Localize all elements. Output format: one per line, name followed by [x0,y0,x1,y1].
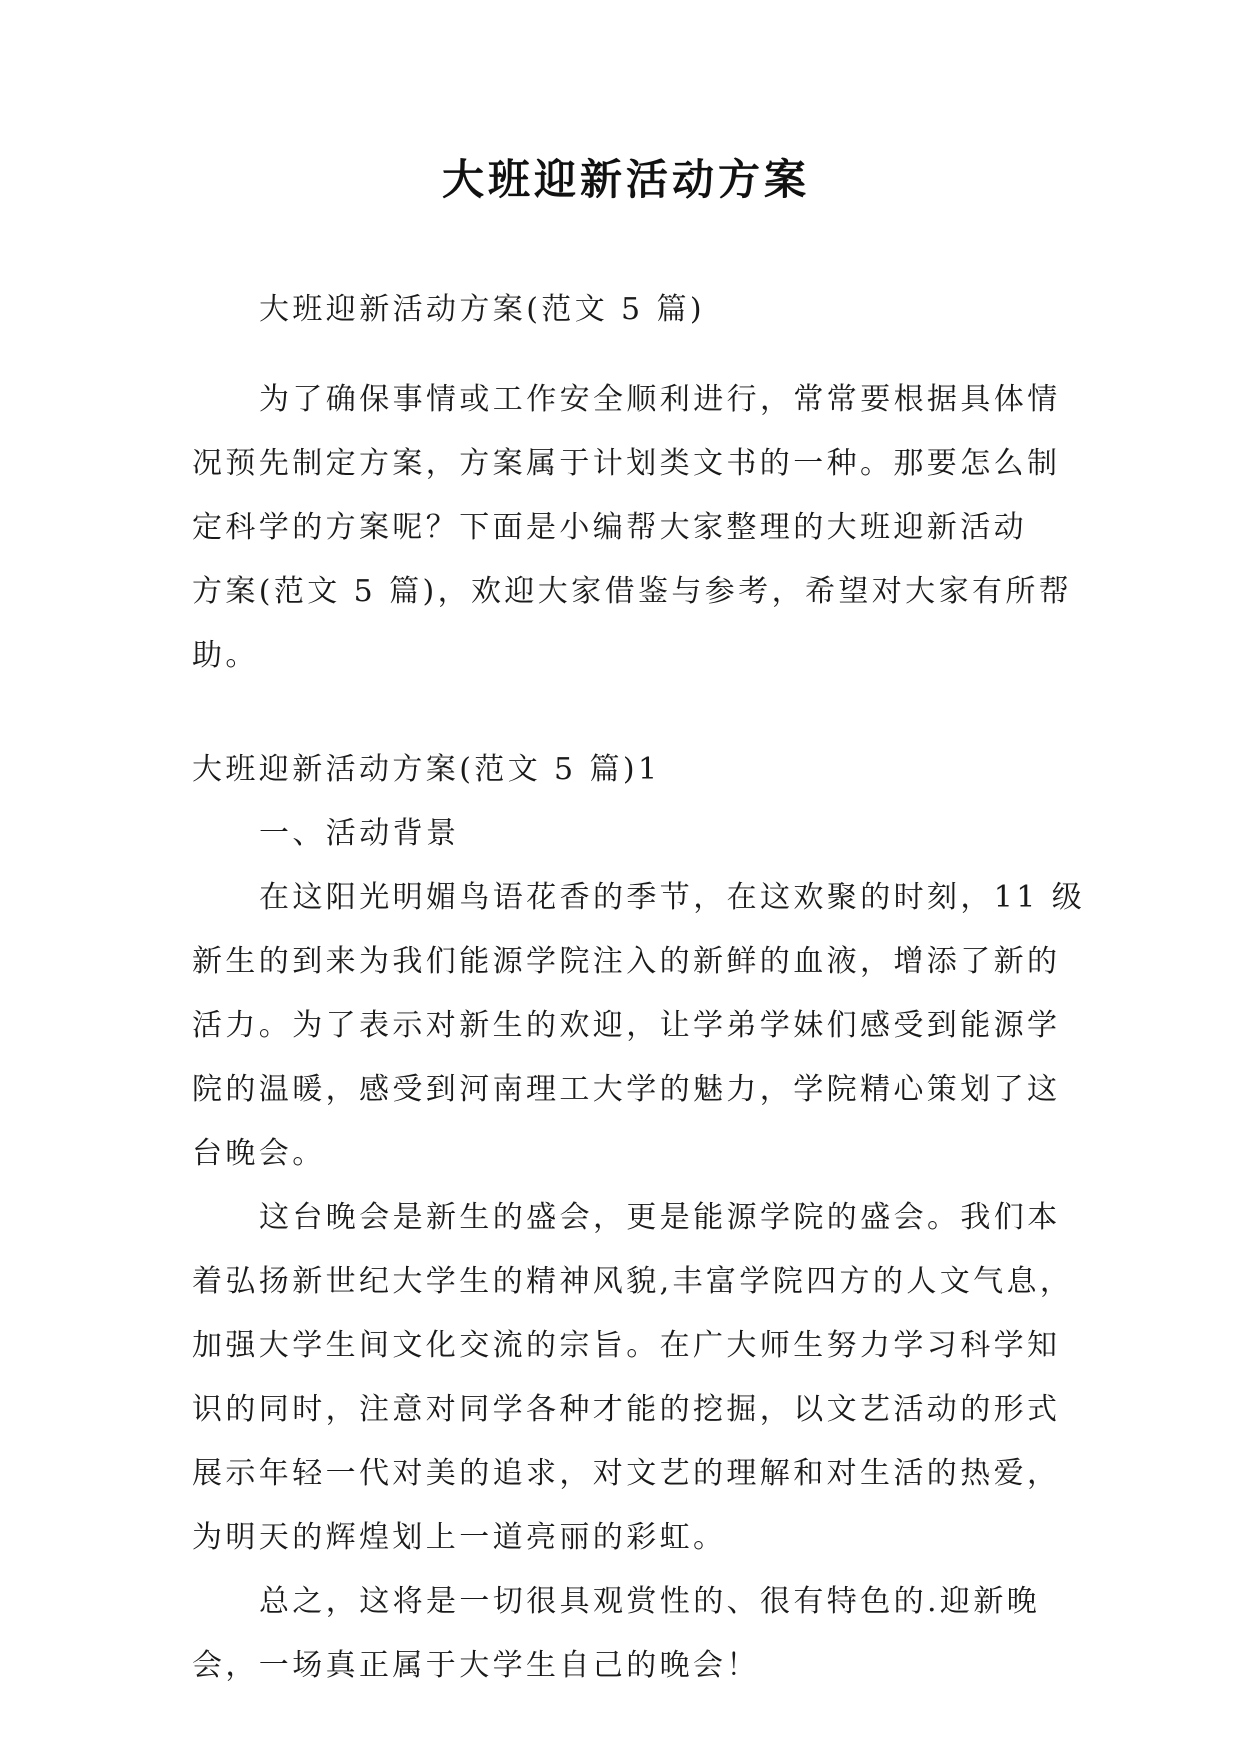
paragraph-line: 在这阳光明媚鸟语花香的季节，在这欢聚的时刻，11 级 [259,880,1086,915]
paragraph-line: 院的温暖，感受到河南理工大学的魅力，学院精心策划了这 [192,1072,1061,1107]
paragraph-line: 活力。为了表示对新生的欢迎，让学弟学妹们感受到能源学 [192,1008,1061,1043]
paragraph-line: 助。 [192,638,259,673]
paragraph-line: 这台晚会是新生的盛会，更是能源学院的盛会。我们本 [259,1200,1061,1235]
section-heading: 大班迎新活动方案(范文 5 篇)1 [192,752,661,787]
document-title: 大班迎新活动方案 [441,155,810,204]
paragraph-line: 方案(范文 5 篇)，欢迎大家借鉴与参考，希望对大家有所帮 [192,574,1073,609]
section-1 [192,738,1086,1698]
paragraph-line: 为明天的辉煌划上一道亮丽的彩虹。 [192,1520,727,1555]
paragraph-line: 总之，这将是一切很具观赏性的、很有特色的.迎新晚 [259,1584,1041,1619]
paragraph [192,866,1086,1186]
paragraph-line: 况预先制定方案，方案属于计划类文书的一种。那要怎么制 [192,446,1061,481]
intro-subtitle: 大班迎新活动方案(范文 5 篇) [259,292,705,327]
paragraph-line: 识的同时，注意对同学各种才能的挖掘，以文艺活动的形式 [192,1392,1061,1427]
intro-paragraph [192,368,1072,688]
paragraph-line: 台晚会。 [192,1136,326,1171]
paragraph-line: 新生的到来为我们能源学院注入的新鲜的血液，增添了新的 [192,944,1061,979]
paragraph-line: 加强大学生间文化交流的宗旨。在广大师生努力学习科学知 [192,1328,1061,1363]
paragraph-line: 展示年轻一代对美的追求，对文艺的理解和对生活的热爱， [192,1456,1061,1491]
paragraph-line: 着弘扬新世纪大学生的精神风貌,丰富学院四方的人文气息， [192,1264,1074,1299]
paragraph-line: 定科学的方案呢？下面是小编帮大家整理的大班迎新活动 [192,510,1027,545]
paragraph-line: 为了确保事情或工作安全顺利进行，常常要根据具体情 [259,382,1061,417]
paragraph [192,1186,1072,1570]
paragraph-line: 会，一场真正属于大学生自己的晚会！ [192,1648,760,1683]
paragraph [192,1570,1072,1698]
intro-subtitle-block [192,278,1072,342]
section-subheading: 一、活动背景 [259,816,460,851]
